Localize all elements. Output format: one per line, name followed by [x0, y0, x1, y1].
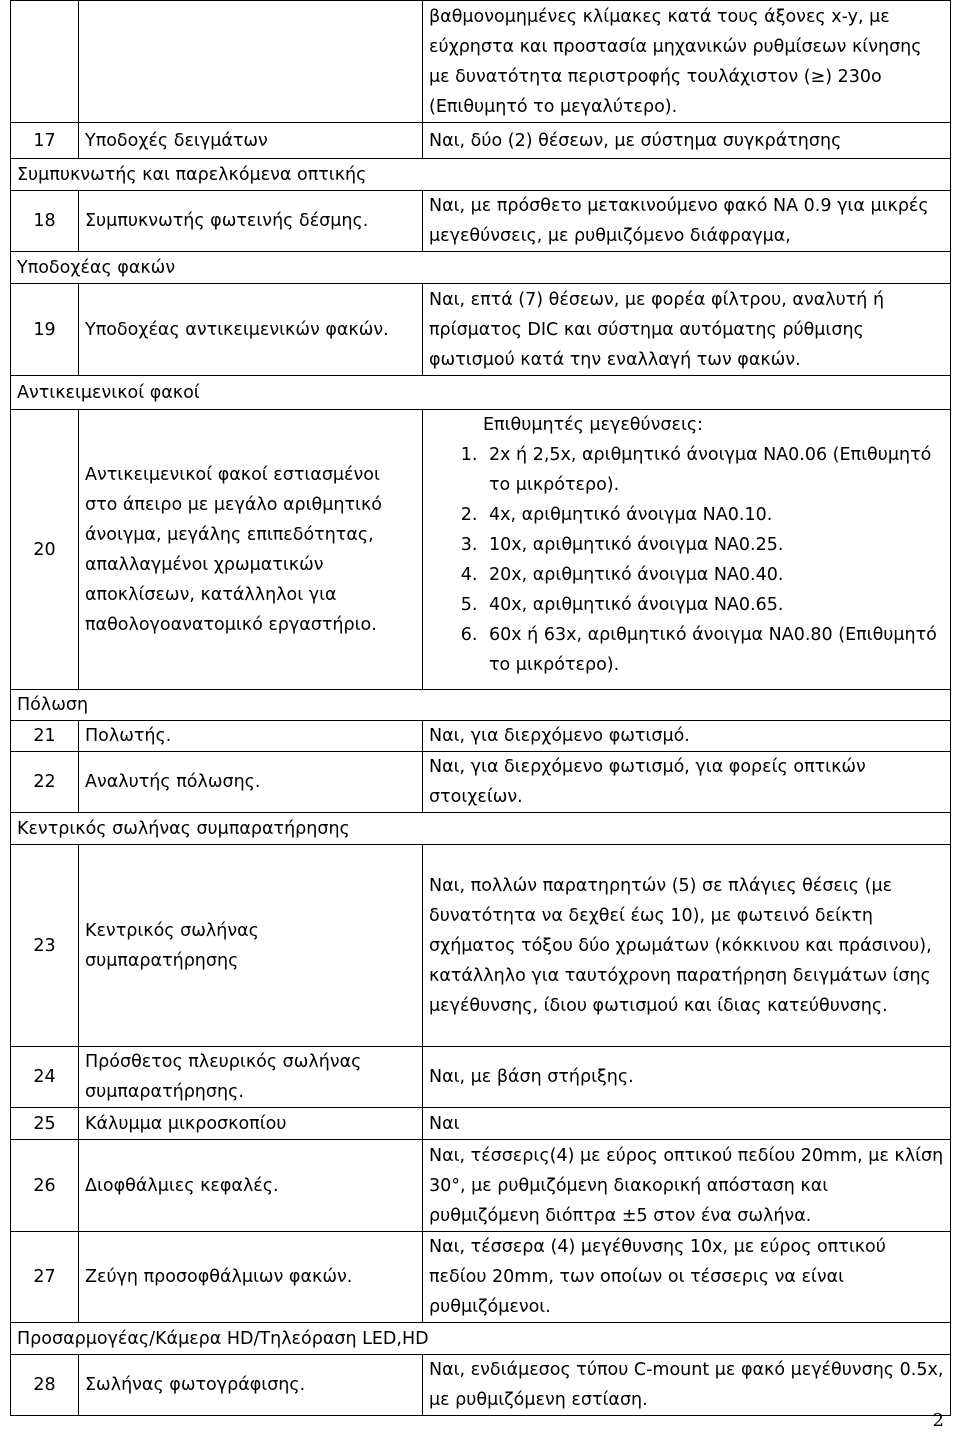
table-row: [11, 1140, 951, 1232]
section-row: [11, 159, 951, 191]
table-row: [11, 752, 951, 813]
section-title: Υποδοχέας φακών: [11, 252, 951, 284]
lens-list-item: 4. 20x, αριθμητικό άνοιγμα NA0.40.: [483, 560, 944, 590]
section-title: Αντικειμενικοί φακοί: [11, 376, 951, 410]
item-number: 18: [11, 191, 79, 252]
table-row: [11, 1, 951, 123]
section-row: [11, 252, 951, 284]
item-name: Κεντρικός σωλήνας συμπαρατήρησης: [79, 845, 423, 1047]
item-number: 17: [11, 123, 79, 159]
section-row: [11, 1323, 951, 1355]
table-row: [11, 1047, 951, 1108]
item-value: Ναι, με βάση στήριξης.: [423, 1047, 951, 1108]
item-name: Διοφθάλμιες κεφαλές.: [79, 1140, 423, 1232]
lens-list-item: 1. 2x ή 2,5x, αριθμητικό άνοιγμα NA0.06 (Επιθυμητό το μικρότερο).: [483, 440, 944, 500]
item-value: Ναι: [423, 1108, 951, 1140]
item-number: 19: [11, 284, 79, 376]
item-number: 27: [11, 1232, 79, 1323]
item-value: Ναι, επτά (7) θέσεων, με φορέα φίλτρου, αναλυτή ή πρίσματος DIC και σύστημα αυτόματης ρύθμισης φωτισμού κατά την εναλλαγή των φακών.: [423, 284, 951, 376]
item-name: Πολωτής.: [79, 721, 423, 752]
item-value: Ναι, πολλών παρατηρητών (5) σε πλάγιες θέσεις (με δυνατότητα να δεχθεί έως 10), με φωτεινό δείκτη σχήματος τόξου δύο χρωμάτων (κόκκινου και πράσινου), κατάλληλο για ταυτόχρονη παρατήρηση δειγμάτων ίσης μεγέθυνσης, ίδιου φωτισμού και ίδιας κατεύθυνσης.: [423, 845, 951, 1047]
section-title: Πόλωση: [11, 690, 951, 721]
section-row: [11, 376, 951, 410]
item-value: βαθμονομημένες κλίμακες κατά τους άξονες x-y, με εύχρηστα και προστασία μηχανικών ρυθμίσεων κίνησης με δυνατότητα περιστροφής τουλάχιστον (≥) 230ο (Επιθυμητό το μεγαλύτερο).: [423, 1, 951, 123]
section-title: Κεντρικός σωλήνας συμπαρατήρησης: [11, 813, 951, 845]
item-value: Ναι, για διερχόμενο φωτισμό.: [423, 721, 951, 752]
table-row: [11, 123, 951, 159]
item-number: [11, 1, 79, 123]
item-value: Ναι, ενδιάμεσος τύπου C-mount με φακό μεγέθυνσης 0.5x, με ρυθμιζόμενη εστίαση.: [423, 1355, 951, 1416]
table-row: [11, 410, 951, 690]
item-number: 20: [11, 410, 79, 690]
item-name: Κάλυμμα μικροσκοπίου: [79, 1108, 423, 1140]
item-value: Ναι, δύο (2) θέσεων, με σύστημα συγκράτησης: [423, 123, 951, 159]
item-value: Ναι, τέσσερα (4) μεγέθυνσης 10x, με εύρος οπτικού πεδίου 20mm, των οποίων οι τέσσερις να είναι ρυθμιζόμενοι.: [423, 1232, 951, 1323]
item-value: [423, 410, 951, 690]
item-number: 26: [11, 1140, 79, 1232]
lens-list-item: 2. 4x, αριθμητικό άνοιγμα NA0.10.: [483, 500, 944, 530]
item-number: 22: [11, 752, 79, 813]
table-row: [11, 1108, 951, 1140]
lens-list-item: 5. 40x, αριθμητικό άνοιγμα NA0.65.: [483, 590, 944, 620]
item-name: Σωλήνας φωτογράφισης.: [79, 1355, 423, 1416]
item-name: Υποδοχέας αντικειμενικών φακών.: [79, 284, 423, 376]
item-number: 28: [11, 1355, 79, 1416]
item-value: Ναι, για διερχόμενο φωτισμό, για φορείς οπτικών στοιχείων.: [423, 752, 951, 813]
item-name: Υποδοχές δειγμάτων: [79, 123, 423, 159]
lens-list: [429, 440, 944, 680]
lenses-intro: Επιθυμητές μεγεθύνσεις:: [483, 415, 704, 435]
item-number: 21: [11, 721, 79, 752]
item-number: 25: [11, 1108, 79, 1140]
specification-table: [10, 0, 951, 1416]
item-name: Αναλυτής πόλωσης.: [79, 752, 423, 813]
item-value: Ναι, τέσσερις(4) με εύρος οπτικού πεδίου 20mm, με κλίση 30°, με ρυθμιζόμενη διακορική απόσταση και ρυθμιζόμενη διόπτρα ±5 στον ένα σωλήνα.: [423, 1140, 951, 1232]
table-row: [11, 191, 951, 252]
table-row: [11, 284, 951, 376]
table-row: [11, 1355, 951, 1416]
table-row: [11, 845, 951, 1047]
table-row: [11, 1232, 951, 1323]
section-title: Συμπυκνωτής και παρελκόμενα οπτικής: [11, 159, 951, 191]
item-name: Συμπυκνωτής φωτεινής δέσμης.: [79, 191, 423, 252]
section-row: [11, 690, 951, 721]
item-name: Αντικειμενικοί φακοί εστιασμένοι στο άπειρο με μεγάλο αριθμητικό άνοιγμα, μεγάλης επιπεδότητας, απαλλαγμένοι χρωματικών αποκλίσεων, κατάλληλοι για παθολογοανατομικό εργαστήριο.: [79, 410, 423, 690]
page-number: 2: [932, 1410, 944, 1431]
item-value: Ναι, με πρόσθετο μετακινούμενο φακό NA 0.9 για μικρές μεγεθύνσεις, με ρυθμιζόμενο διάφραγμα,: [423, 191, 951, 252]
item-name: Πρόσθετος πλευρικός σωλήνας συμπαρατήρησης.: [79, 1047, 423, 1108]
section-title: Προσαρμογέας/Κάμερα HD/Τηλεόραση LED,HD: [11, 1323, 951, 1355]
item-number: 23: [11, 845, 79, 1047]
item-number: 24: [11, 1047, 79, 1108]
item-name: [79, 1, 423, 123]
item-name: Ζεύγη προσοφθάλμιων φακών.: [79, 1232, 423, 1323]
table-row: [11, 721, 951, 752]
lens-list-item: 3. 10x, αριθμητικό άνοιγμα NA0.25.: [483, 530, 944, 560]
lens-list-item: 6. 60x ή 63x, αριθμητικό άνοιγμα NA0.80 (Επιθυμητό το μικρότερο).: [483, 620, 944, 680]
section-row: [11, 813, 951, 845]
